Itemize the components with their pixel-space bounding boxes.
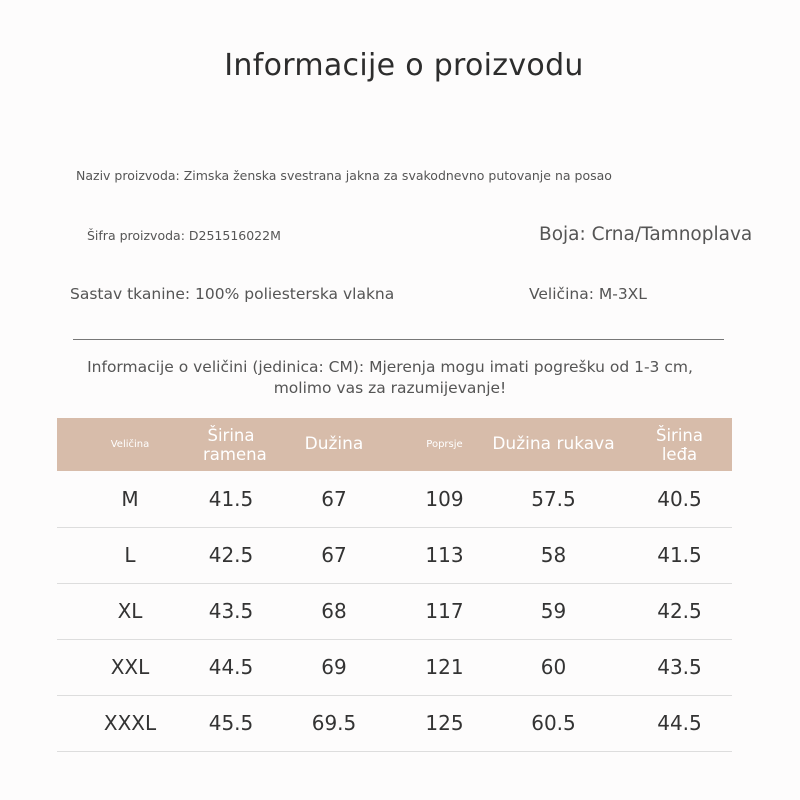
size-table <box>57 418 732 752</box>
size-note-line-2: molimo vas za razumijevanje! <box>273 379 507 397</box>
table-row <box>57 695 732 751</box>
table-cell: 43.5 <box>657 655 702 679</box>
divider <box>73 339 724 340</box>
header-length <box>259 418 409 471</box>
size-note-line-1: Informacije o veličini (jedinica: CM): Mjerenja mogu imati pogrešku od 1-3 cm, <box>87 358 693 376</box>
header-sleeve-length <box>480 418 627 471</box>
page-title: Informacije o proizvodu <box>224 48 584 83</box>
size-range: Veličina: M-3XL <box>529 285 647 303</box>
header-bust-label: Poprsje <box>426 439 463 450</box>
size-table-header <box>57 418 732 471</box>
table-cell: 125 <box>425 711 464 735</box>
table-cell: 67 <box>321 543 347 567</box>
header-shoulder-width <box>203 418 267 471</box>
table-cell: 60.5 <box>531 711 576 735</box>
header-back-width-label-2: leđa <box>661 444 698 464</box>
table-cell: 45.5 <box>208 711 254 735</box>
header-bust <box>409 418 480 471</box>
header-shoulder-width-label-2: ramena <box>203 444 267 464</box>
table-cell: 69.5 <box>311 711 357 735</box>
table-cell: 44.5 <box>657 711 702 735</box>
table-cell: 57.5 <box>531 486 576 511</box>
table-cell: 117 <box>425 599 464 623</box>
table-cell: 41.5 <box>657 543 702 567</box>
table-cell: 69 <box>321 655 347 679</box>
table-cell: 60 <box>540 655 567 679</box>
product-color: Boja: Crna/Tamnoplava <box>539 224 753 245</box>
table-cell: 40.5 <box>657 486 702 511</box>
table-row <box>57 527 732 583</box>
table-cell: 113 <box>425 543 464 567</box>
table-cell: 44.5 <box>208 655 254 679</box>
fabric-composition: Sastav tkanine: 100% poliesterska vlakna <box>70 285 395 303</box>
header-size-label: Veličina <box>110 439 150 450</box>
table-cell: M <box>121 486 139 511</box>
table-cell: 121 <box>425 655 464 679</box>
table-cell: 109 <box>425 486 464 511</box>
header-back-width <box>627 418 732 471</box>
table-row <box>57 471 732 527</box>
table-cell: 58 <box>540 543 567 567</box>
table-cell: XXL <box>110 655 150 679</box>
table-row <box>57 583 732 639</box>
table-cell: L <box>124 543 136 567</box>
table-cell: XXXL <box>103 711 157 735</box>
table-cell: 41.5 <box>208 486 254 511</box>
header-shoulder-width-label-1: Širina <box>207 425 255 445</box>
header-length-label: Dužina <box>304 434 364 454</box>
table-cell: 59 <box>540 599 567 623</box>
product-name: Naziv proizvoda: Zimska ženska svestrana jakna za svakodnevno putovanje na posao <box>76 168 612 183</box>
header-size <box>57 418 203 471</box>
table-cell: 68 <box>321 599 347 623</box>
size-note <box>30 357 750 399</box>
table-cell: 67 <box>321 486 347 511</box>
table-row <box>57 639 732 695</box>
table-cell: 43.5 <box>208 599 254 623</box>
table-cell: 42.5 <box>208 543 254 567</box>
header-back-width-label-1: Širina <box>656 425 703 445</box>
product-code: Šifra proizvoda: D251516022M <box>87 228 281 243</box>
header-sleeve-length-label: Dužina rukava <box>492 434 615 454</box>
table-cell: 42.5 <box>657 599 702 623</box>
table-cell: XL <box>117 599 143 623</box>
